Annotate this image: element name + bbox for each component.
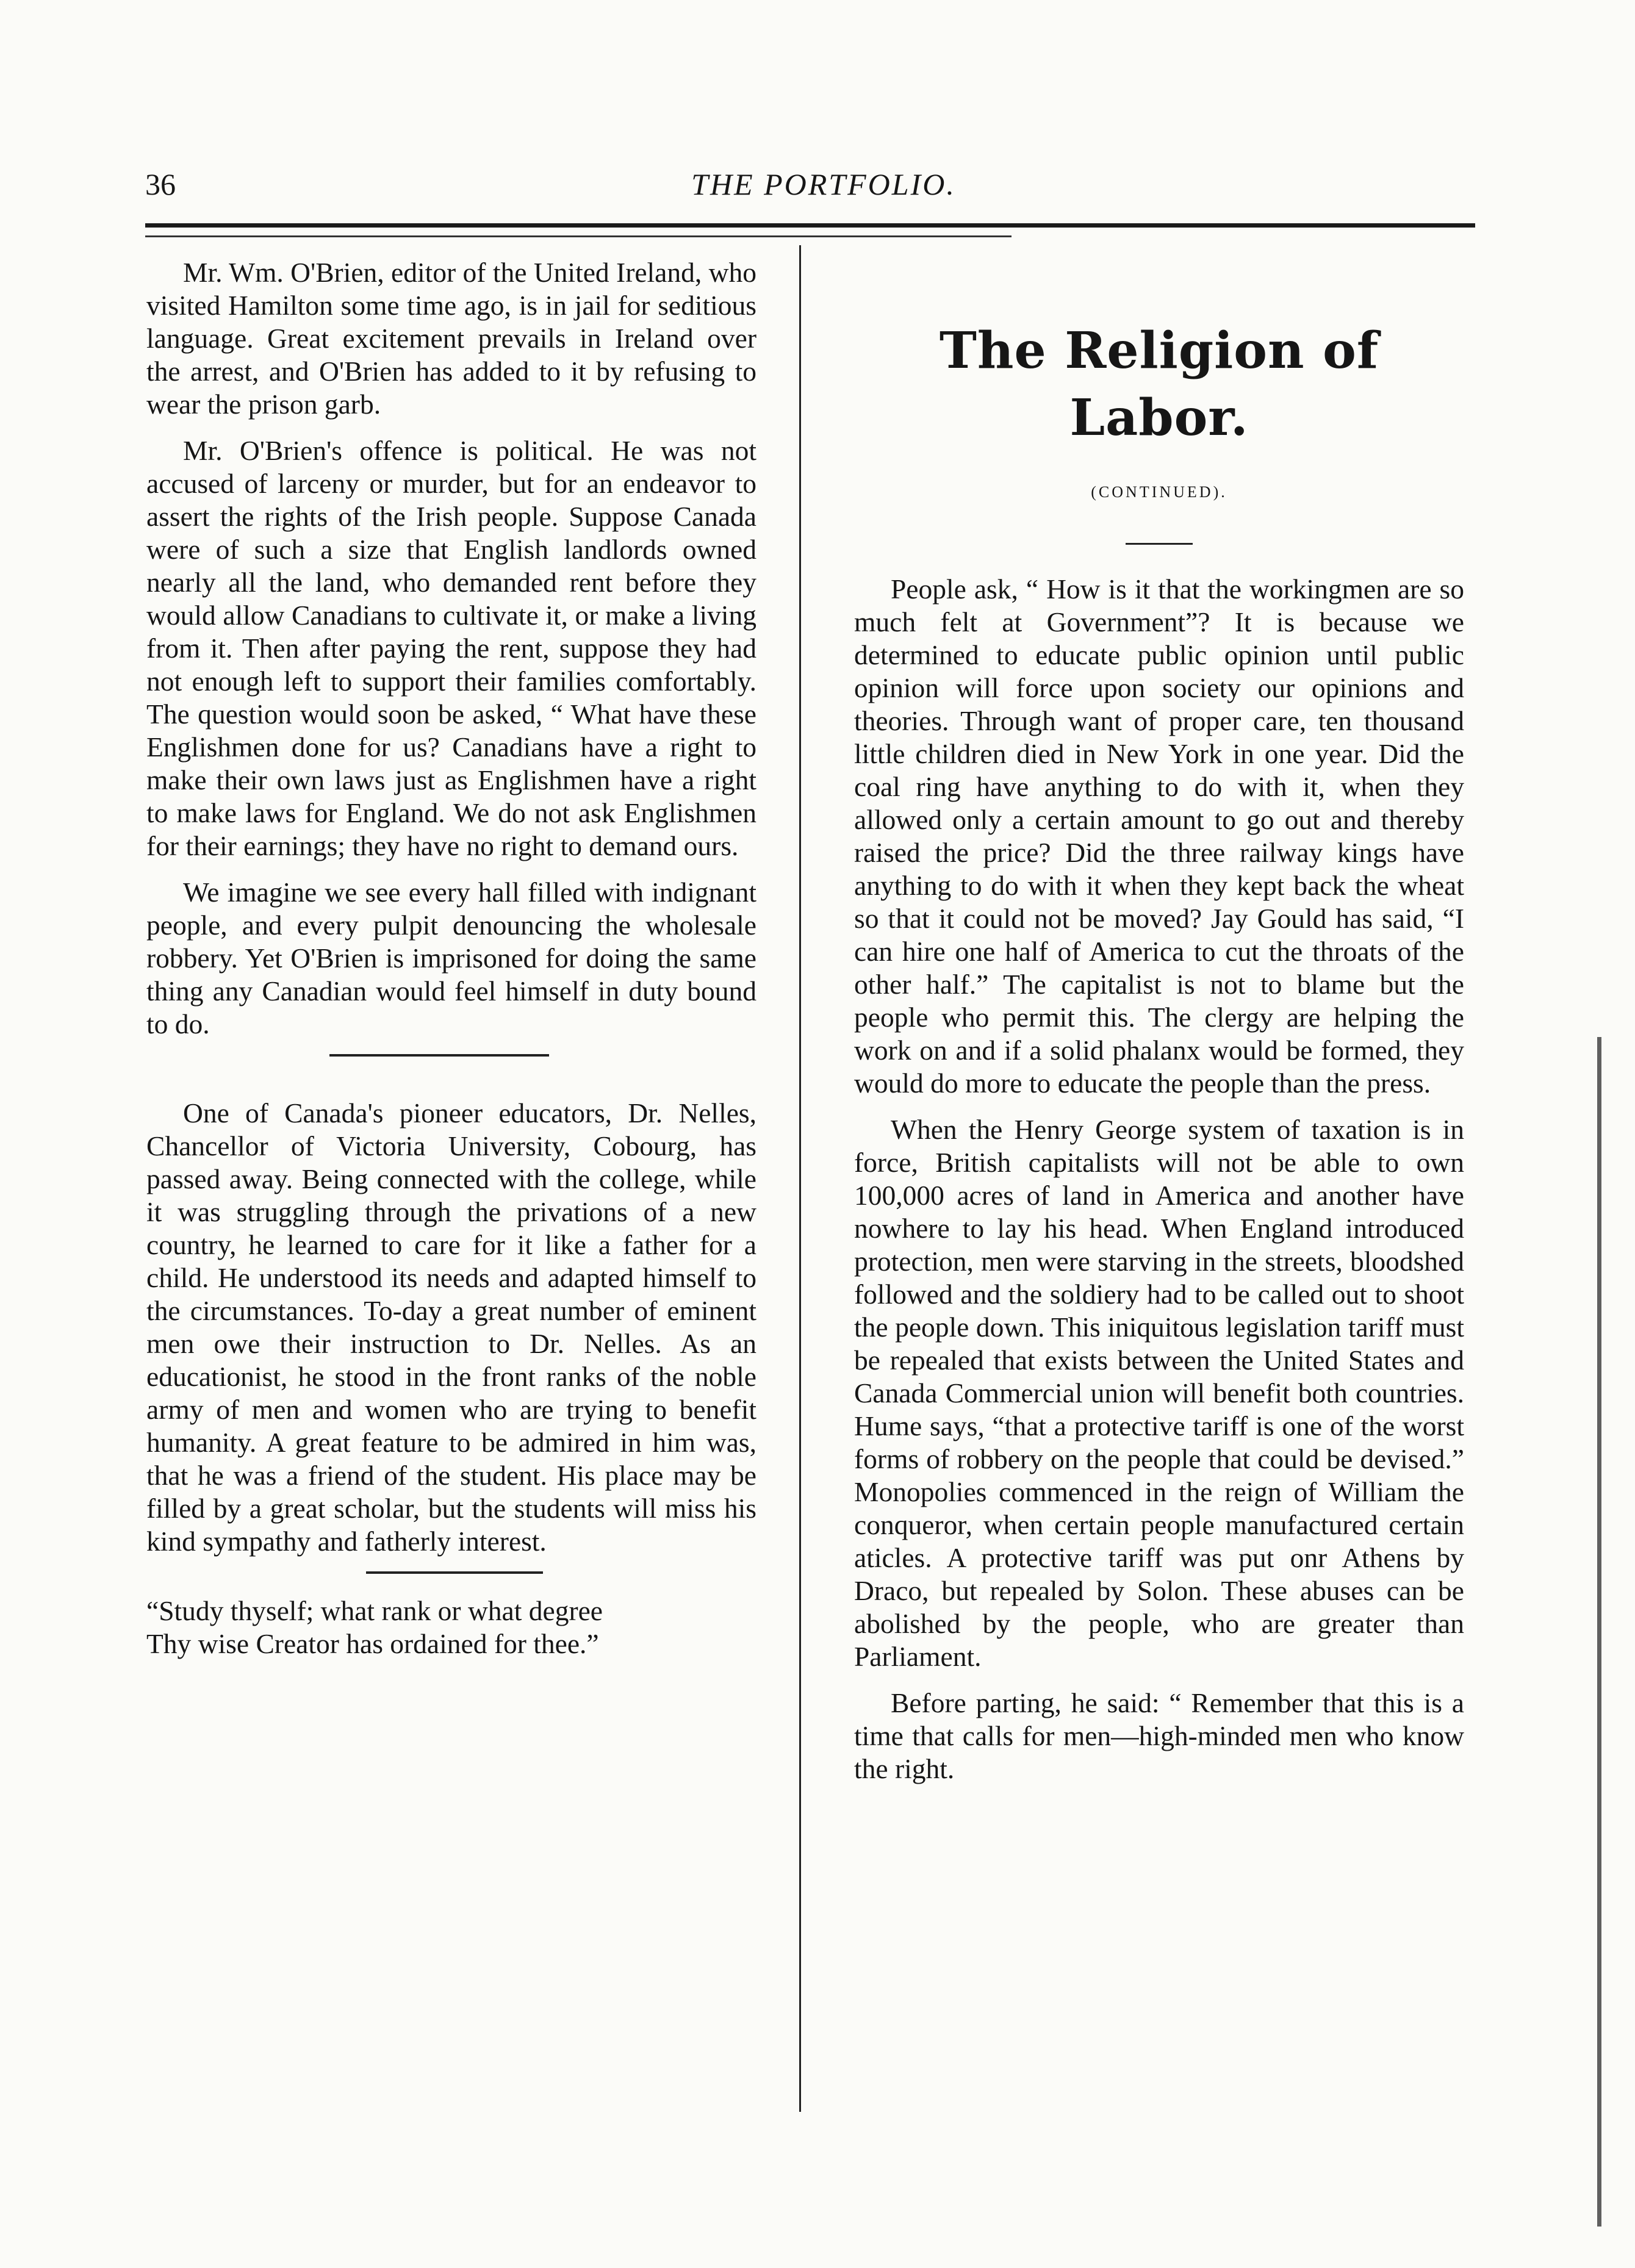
obrien-paragraph-2: Mr. O'Brien's offence is political. He was not accused of larceny or murder, but for an endeavor to assert the rights of the Irish people. Suppose Canada were of such a size that English landlords owned nearly all the land, who demanded rent before they would allow Canadians to cultivate it, or make a living from it. Then after paying the rent, suppose they had not enough left to support their families comfortably. The question would soon be asked, “ What have these Englishmen done for us? Canadians have a right to make their own laws just as Englishmen have a right to make laws for England. We do not ask Englishmen for their earnings; they have no right to demand ours. [146,435,756,861]
left-column [146,256,756,1674]
quote-line: Thy wise Creator has ordained for thee.” [146,1628,599,1659]
section-divider-rule [329,1054,549,1057]
labor-paragraph-3: Before parting, he said: “ Remember that this is a time that calls for men—high-minded men who know the right. [854,1687,1464,1784]
obrien-paragraph-1: Mr. Wm. O'Brien, editor of the United Ireland, who visited Hamilton some time ago, is in jail for seditious language. Great excitement prevails in Ireland over the arrest, and O'Brien has added to it by refusing to wear the prison garb. [146,257,756,420]
nelles-paragraph: One of Canada's pioneer educators, Dr. Nelles, Chancellor of Victoria University, Cobourg, has passed away. Being connected with the college, while it was struggling through the privations of a new country, he learned to care for it like a father for a child. He understood its needs and adapted himself to the circumstances. To-day a great number of eminent men owe their instruction to Dr. Nelles. As an educationist, he stood in the front ranks of the noble army of men and women who are trying to benefit humanity. A great feature to be admired in him was, that he was a friend of the student. His place may be filled by a great scholar, but the students will miss his kind sympathy and fatherly interest. [146,1097,756,1557]
header-rule-thin [145,235,1012,237]
page-edge-bar [1597,1037,1601,2227]
obrien-paragraph-3: We imagine we see every hall filled with indignant people, and every pulpit denouncing the wholesale robbery. Yet O'Brien is imprisoned for doing the same thing any Canadian would feel himself in duty bound to do. [146,877,756,1039]
running-title: THE PORTFOLIO. [691,167,956,201]
article-subtitle: (CONTINUED). [1091,483,1227,501]
labor-paragraph-1: People ask, “ How is it that the workingmen are so much felt at Government”? It is because we determined to educate public opinion until public opinion will force upon society our opinions and theories. Through want of proper care, ten thousand little children died in New York in one year. Did the coal ring have anything to do with it, when they allowed only a certain amount to go out and thereby raised the price? Did the three railway kings have anything to do with it when they kept back the wheat so that it could not be moved? Jay Gould has said, “I can hire one half of America to cut the throats of the other half.” The capitalist is not to blame but the people who permit this. The clergy are helping the work on and if a solid phalanx would be formed, they would do more to educate the people than the press. [854,573,1464,1099]
title-rule [1126,543,1193,545]
column-divider [799,245,801,2112]
labor-paragraph-2: When the Henry George system of taxation is in force, British capitalists will not be able to own 100,000 acres of land in America and another have nowhere to lay his head. When England introduced protection, men were starving in the streets, bloodshed followed and the soldiery had to be called out to shoot the people down. This iniquitous legislation tariff must be repealed that exists between the United States and Canada Commercial union will benefit both countries. Hume says, “that a protective tariff is one of the worst forms of robbery on the people that could be devised.” Monopolies commenced in the reign of William the conqueror, when certain people manufactured certain aticles. A protective tariff was put onr Athens by Draco, but repealed by Solon. These abuses can be abolished by the people, who are greater than Parliament. [854,1114,1464,1672]
page-number: 36 [145,167,176,201]
article-title: The Religion of Labor. [939,321,1379,447]
header-rule [145,223,1475,228]
right-column [854,317,1464,1799]
quote-line: “Study thyself; what rank or what degree [146,1595,603,1626]
section-divider-rule [366,1571,543,1574]
